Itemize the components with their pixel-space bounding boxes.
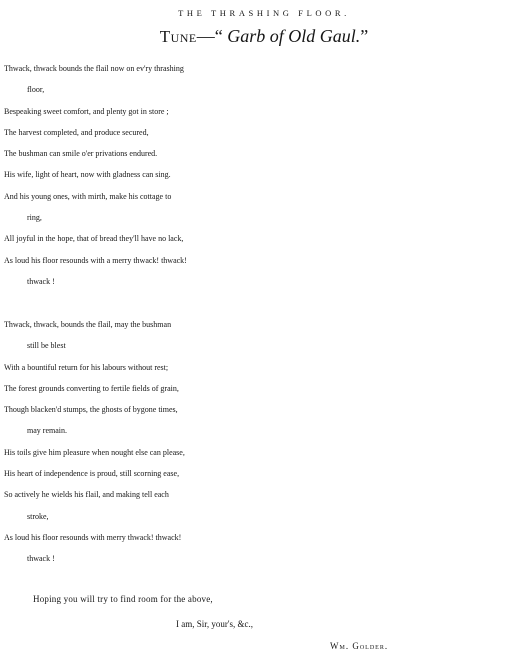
poem-line: Though blacken'd stumps, the ghosts of bygone times, [4,405,178,415]
poem-line: stroke, [27,511,49,521]
poem-line: may remain. [27,426,67,436]
signature: Wm. Golder. [330,641,389,651]
poem-line: The forest grounds converting to fertile fields of grain, [4,383,179,393]
poem-line: thwack ! [27,276,55,286]
poem-line: Bespeaking sweet comfort, and plenty got in store ; [4,106,169,116]
poem-line: The bushman can smile o'er privations endured. [4,149,158,159]
poem-line: still be blest [27,341,66,351]
poem-line: His toils give him pleasure when nought else can please, [4,447,185,457]
tune-label: Tune [159,27,197,46]
poem-line: thwack ! [27,554,55,564]
poem-line: As loud his floor resounds with a merry thwack! thwack! [4,255,187,265]
poem-line: With a bountiful return for his labours without rest; [4,362,169,372]
tune-dash: —“ [196,26,228,46]
poem-line: And his young ones, with mirth, make his cottage to [4,191,172,201]
poem-line: The harvest completed, and produce secured, [4,127,149,137]
poem-line: So actively he wields his flail, and making tell each [4,490,169,500]
poem-line: Thwack, thwack bounds the flail now on ev'ry thrashing [4,64,184,73]
salutation-line: I am, Sir, your's, &c., [176,619,254,629]
stanza-2 [0,314,528,570]
stanza-1 [0,58,528,292]
poem-line: Thwack, thwack, bounds the flail, may the bushman [4,320,172,329]
poem-title: THE THRASHING FLOOR. [178,8,350,18]
poem-line: floor, [27,85,45,95]
poem-line: His wife, light of heart, now with gladness can sing. [4,170,171,180]
poem-line: His heart of independence is proud, still scorning ease, [4,469,180,479]
tune-name: Garb of Old Gaul. [227,26,361,46]
tune-close-quote: ” [360,26,369,46]
poem-line: All joyful in the hope, that of bread they'll have no lack, [4,234,184,244]
tune-line [0,26,528,47]
poem-line: As loud his floor resounds with merry thwack! thwack! [4,532,182,542]
closing-line: Hoping you will try to find room for the above, [33,594,213,604]
poem-line: ring, [27,213,42,223]
